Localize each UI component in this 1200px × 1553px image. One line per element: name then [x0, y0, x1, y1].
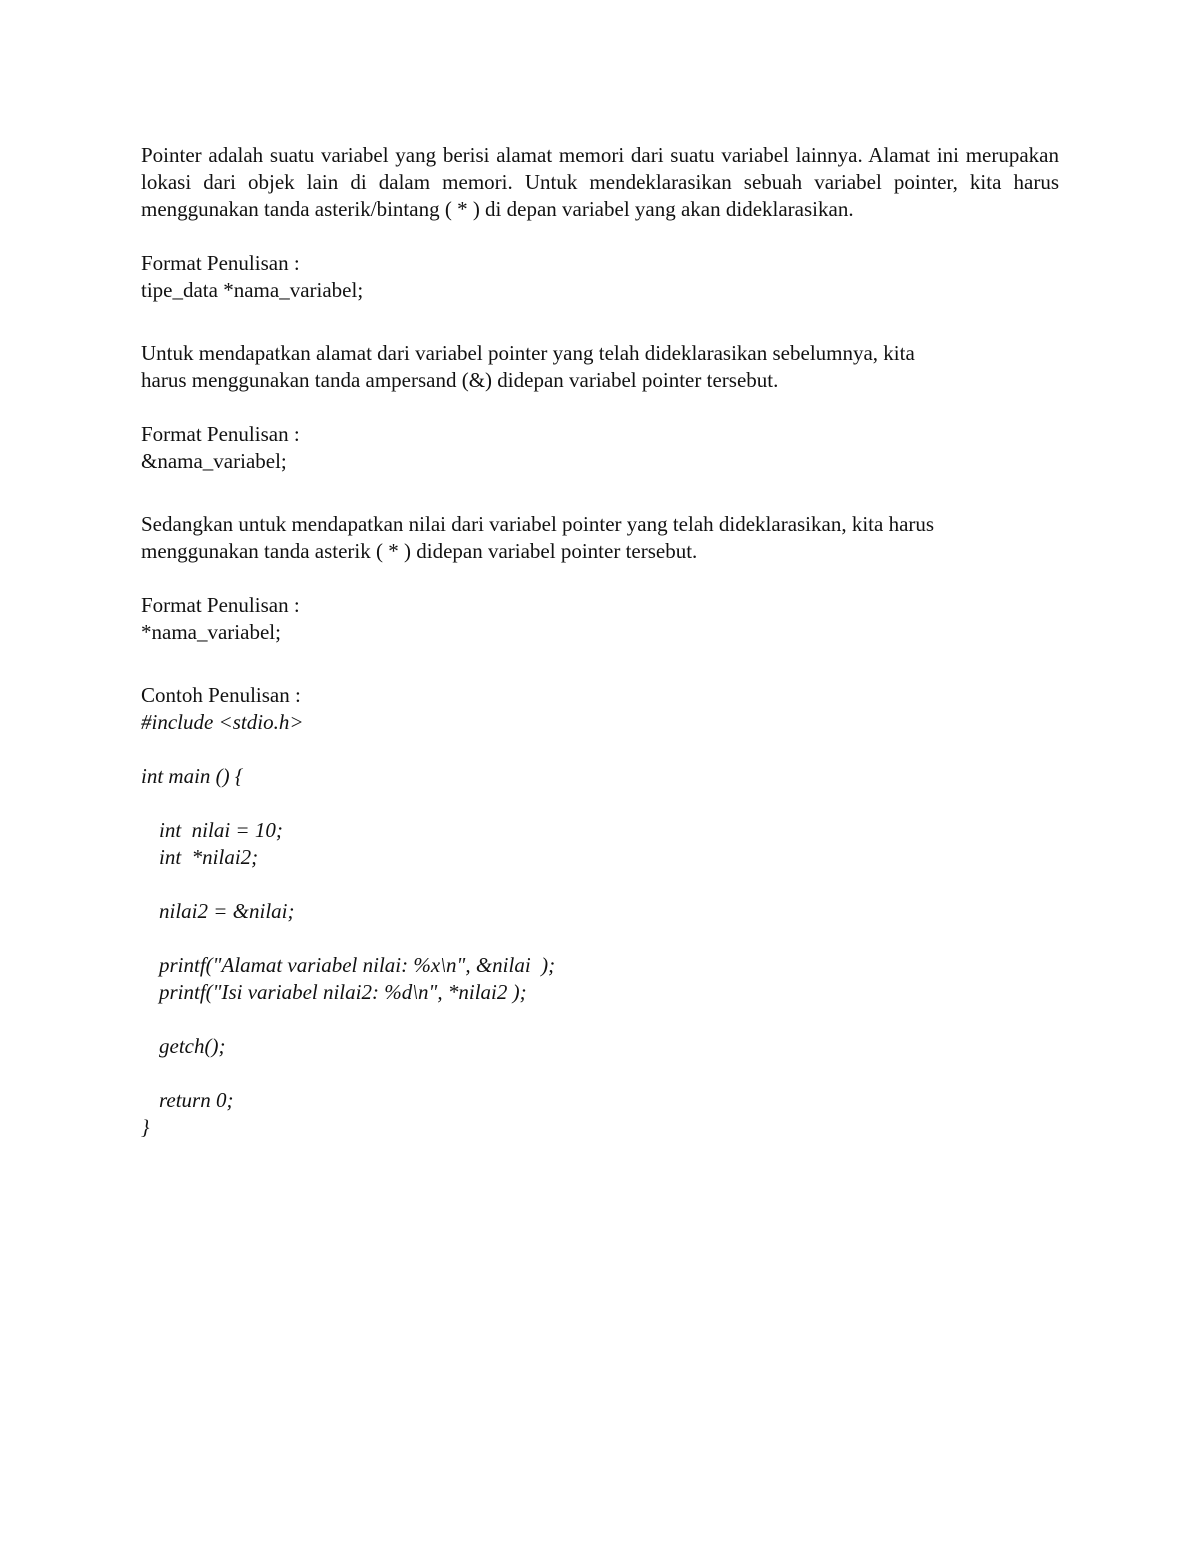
value-paragraph-line-2: menggunakan tanda asterik ( * ) didepan variabel pointer tersebut.: [141, 539, 698, 563]
code-getch: getch();: [159, 1034, 226, 1058]
spacer: [141, 565, 1059, 592]
spacer: [141, 1006, 1059, 1033]
format-label-1: Format Penulisan :: [141, 251, 300, 275]
format-label-3: Format Penulisan :: [141, 593, 300, 617]
address-paragraph-line-2: harus menggunakan tanda ampersand (&) didepan variabel pointer tersebut.: [141, 368, 779, 392]
format-syntax-1: tipe_data *nama_variabel;: [141, 278, 364, 302]
spacer: [141, 475, 1059, 511]
code-printf-address: printf("Alamat variabel nilai: %x\n", &nilai );: [159, 953, 556, 977]
spacer: [141, 871, 1059, 898]
example-label: Contoh Penulisan :: [141, 683, 301, 707]
value-paragraph-line-1: Sedangkan untuk mendapatkan nilai dari variabel pointer yang telah dideklarasikan, kita harus: [141, 512, 935, 536]
spacer: [141, 736, 1059, 763]
code-return: return 0;: [159, 1088, 234, 1112]
spacer: [141, 646, 1059, 682]
code-example: [141, 709, 1059, 1141]
spacer: [141, 304, 1059, 340]
code-assignment: nilai2 = &nilai;: [159, 899, 295, 923]
code-include: #include <stdio.h>: [141, 710, 304, 734]
spacer: [141, 790, 1059, 817]
code-declaration-nilai: int nilai = 10;: [159, 818, 283, 842]
intro-paragraph: Pointer adalah suatu variabel yang berisi alamat memori dari suatu variabel lainnya. Alamat ini merupakan lokasi dari objek lain di dalam memori. Untuk mendeklarasikan sebuah variabel pointer, kita harus menggunakan tanda asterik/bintang ( * ) di depan variabel yang akan dideklarasikan.: [141, 143, 1059, 221]
spacer: [141, 925, 1059, 952]
document-body: [141, 142, 1059, 1141]
address-paragraph-line-1: Untuk mendapatkan alamat dari variabel pointer yang telah dideklarasikan sebelumnya, kita: [141, 341, 915, 365]
format-label-2: Format Penulisan :: [141, 422, 300, 446]
spacer: [141, 394, 1059, 421]
format-syntax-2: &nama_variabel;: [141, 449, 287, 473]
spacer: [141, 223, 1059, 250]
code-printf-value: printf("Isi variabel nilai2: %d\n", *nilai2 );: [159, 980, 527, 1004]
code-declaration-pointer: int *nilai2;: [159, 845, 259, 869]
code-main-open: int main () {: [141, 764, 244, 788]
code-main-close: }: [141, 1115, 150, 1139]
format-syntax-3: *nama_variabel;: [141, 620, 281, 644]
spacer: [141, 1060, 1059, 1087]
